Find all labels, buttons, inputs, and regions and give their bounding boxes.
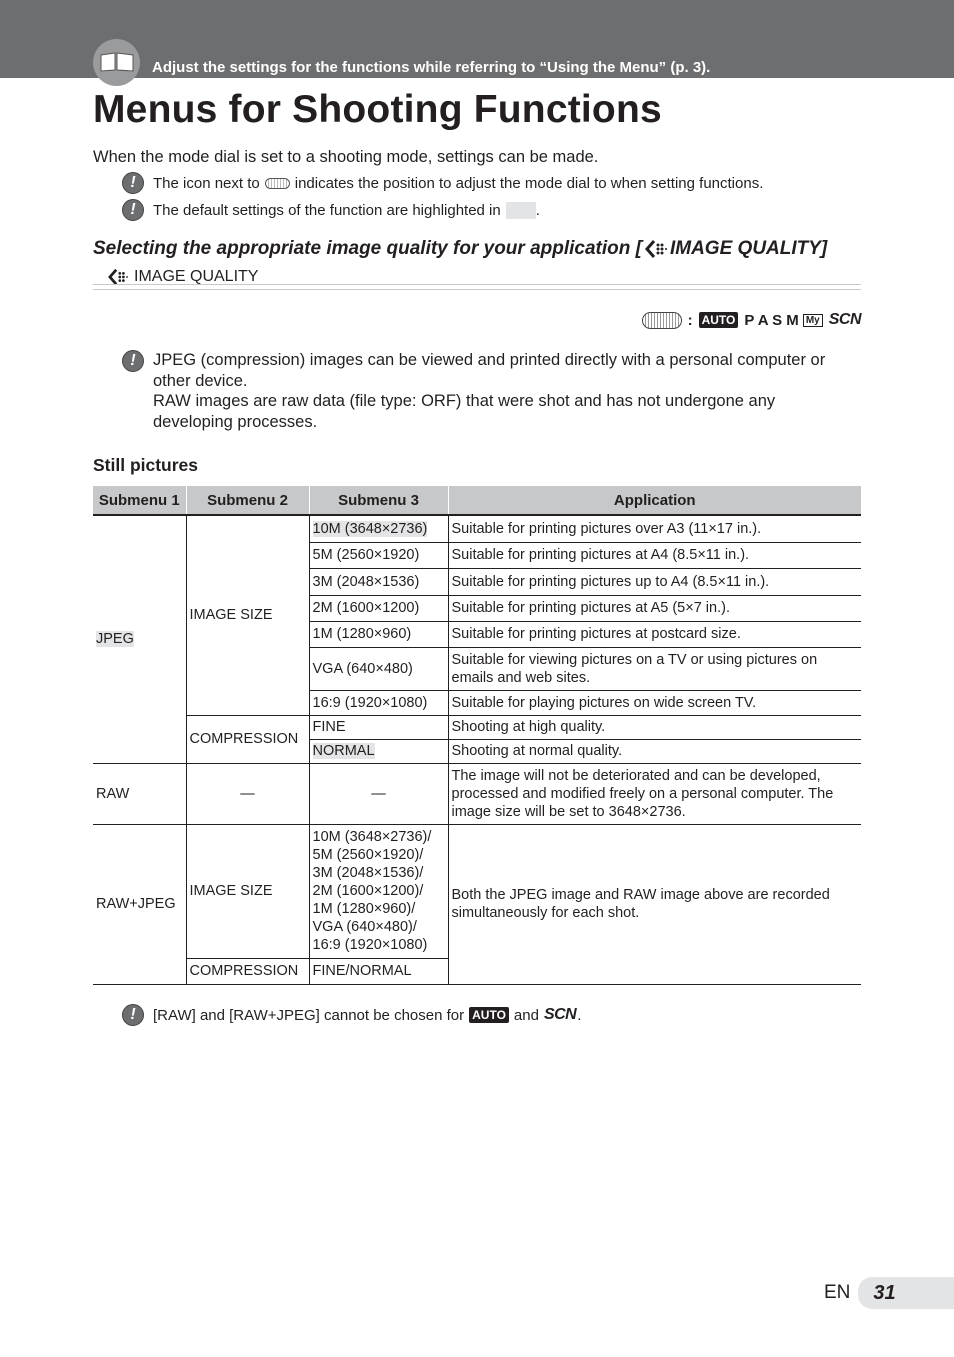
submenu2-cell: IMAGE SIZE [186,515,309,715]
modes-colon: : [687,311,693,329]
image-quality-icon [645,239,667,259]
auto-mode-badge: AUTO [699,312,739,328]
compression-cell: FINE/NORMAL [309,958,448,984]
bottom-note [122,1004,581,1026]
language-label: EN [824,1282,851,1303]
page-footer [824,1277,954,1309]
submenu1-cell [93,515,186,763]
highlight-swatch [506,202,536,219]
note-line-raw: RAW images are raw data (file type: ORF) that were shot and has not undergone any developing processes. [153,392,776,431]
compression-cell: FINE [309,715,448,739]
note-text-before: The icon next to [153,174,260,192]
size-cell: 16:9 (1920×1080) [309,690,448,715]
table-row [93,715,861,739]
size-list-item: 3M (2048×1536)/ [312,865,424,881]
note-line-jpeg: JPEG (compression) images can be viewed and printed directly with a personal computer or other device. [153,351,826,390]
submenu1-cell: RAW [93,763,186,824]
application-cell: Suitable for printing pictures at postcard size. [448,621,861,647]
header-note: Adjust the settings for the functions while referring to “Using the Menu” (p. 3). [152,59,711,76]
compression-default-label: NORMAL [312,743,375,759]
caution-icon: ! [122,1004,144,1026]
submenu2-cell: IMAGE SIZE [186,824,309,958]
bottom-note-and: and [513,1006,539,1024]
auto-mode-badge: AUTO [469,1007,509,1023]
intro-text: When the mode dial is set to a shooting mode, settings can be made. [93,148,599,166]
pasm-modes: P A S M [744,311,799,329]
size-cell [309,515,448,542]
application-cell: Shooting at high quality. [448,715,861,739]
column-header: Submenu 3 [309,486,448,515]
available-modes [642,311,861,329]
submenu2-cell: — [186,763,309,824]
scn-mode-label: SCN [543,1006,577,1023]
size-cell: 5M (2560×1920) [309,542,448,568]
mode-dial-icon [265,178,290,189]
size-list-item: 5M (2560×1920)/ [312,847,424,863]
submenu3-cell: — [309,763,448,824]
note-dial-position [122,172,763,194]
application-cell: Suitable for playing pictures on wide screen TV. [448,690,861,715]
column-header: Submenu 1 [93,486,186,515]
section-heading-text-end: IMAGE QUALITY] [669,238,828,259]
submenu2-cell: COMPRESSION [186,715,309,763]
table-header-row [93,486,861,515]
size-list-cell [309,824,448,958]
application-cell: Suitable for printing pictures over A3 (11×17 in.). [448,515,861,542]
manual-book-icon [93,39,140,86]
caution-icon: ! [122,199,144,221]
column-header: Application [448,486,861,515]
menu-path-label: IMAGE QUALITY [134,268,259,285]
bottom-note-period: . [577,1006,582,1024]
my-mode-badge: My [803,314,823,327]
compression-cell [309,739,448,763]
application-cell: Shooting at normal quality. [448,739,861,763]
note-text-after: indicates the position to adjust the mode dial to when setting functions. [294,174,764,192]
divider [93,289,861,290]
size-cell: 3M (2048×1536) [309,568,448,595]
section-heading-text: Selecting the appropriate image quality for your application [ [93,238,642,259]
application-cell: Suitable for viewing pictures on a TV or using pictures on emails and web sites. [448,647,861,690]
section-heading [93,238,827,260]
table-row [93,515,861,542]
note-text-after: . [535,201,540,219]
table-row [93,763,861,824]
column-header: Submenu 2 [186,486,309,515]
page-number: 31 [858,1277,954,1309]
size-list-item: 2M (1600×1200)/ [312,883,424,899]
note-text-before: The default settings of the function are highlighted in [153,201,501,219]
size-list-item: VGA (640×480)/ [312,919,417,935]
size-default-label: 10M (3648×2736) [312,520,428,537]
bottom-note-text: [RAW] and [RAW+JPEG] cannot be chosen for [153,1006,465,1024]
size-cell: VGA (640×480) [309,647,448,690]
scn-mode-label: SCN [828,311,861,328]
size-list-item: 16:9 (1920×1080) [312,937,428,953]
still-pictures-heading: Still pictures [93,455,199,475]
application-cell: Suitable for printing pictures up to A4 (8.5×11 in.). [448,568,861,595]
page-title: Menus for Shooting Functions [93,88,662,131]
size-list-item: 1M (1280×960)/ [312,901,416,917]
note-default-highlight [122,199,540,221]
submenu1-cell: RAW+JPEG [93,824,186,984]
image-quality-table [93,486,861,985]
caution-icon: ! [122,350,144,372]
jpeg-raw-note [122,350,858,432]
jpeg-default-label: JPEG [96,631,134,648]
application-cell: Suitable for printing pictures at A5 (5×7 in.). [448,595,861,621]
caution-icon: ! [122,172,144,194]
size-cell: 1M (1280×960) [309,621,448,647]
divider [93,284,861,285]
table-row [93,824,861,958]
application-cell: Both the JPEG image and RAW image above are recorded simultaneously for each shot. [448,824,861,984]
application-cell: Suitable for printing pictures at A4 (8.5×11 in.). [448,542,861,568]
submenu2-cell: COMPRESSION [186,958,309,984]
mode-dial-icon [642,312,682,329]
size-cell: 2M (1600×1200) [309,595,448,621]
application-cell: The image will not be deteriorated and can be developed, processed and modified freely on a personal computer. The image size will be set to 3648×2736. [448,763,861,824]
size-list-item: 10M (3648×2736)/ [312,829,432,845]
